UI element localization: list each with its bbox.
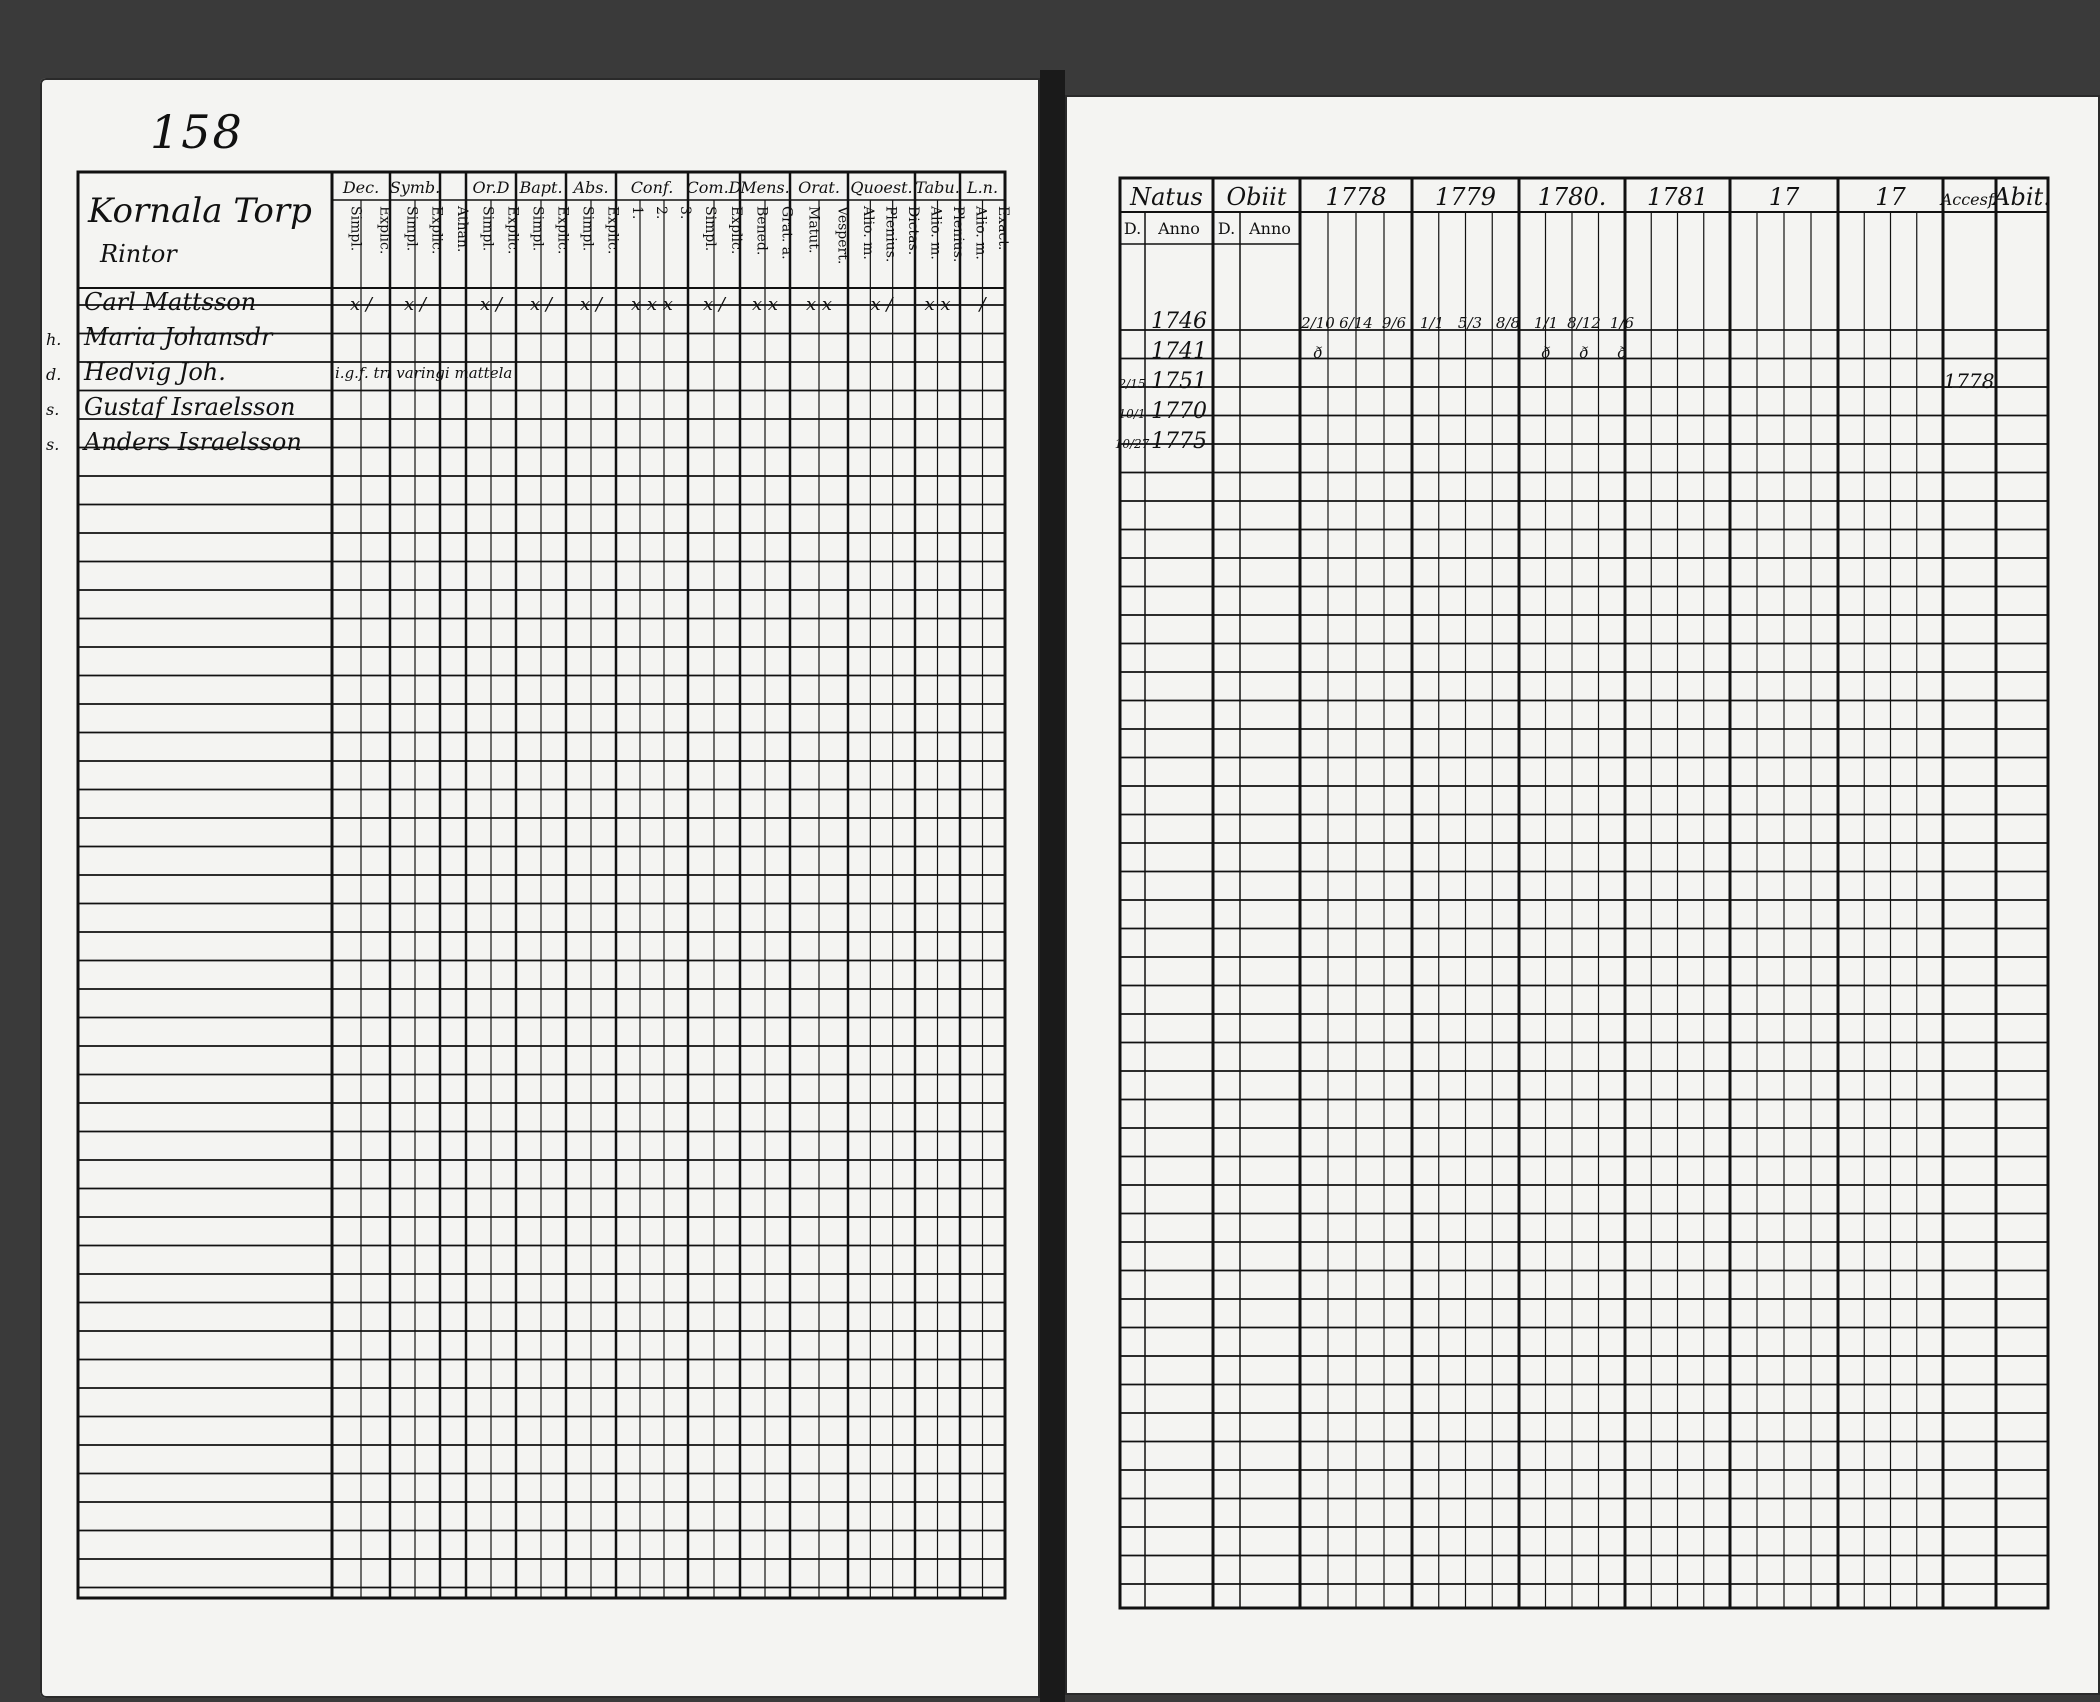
column-header-4: Bapt. xyxy=(519,178,563,197)
knowledge-mark: x / xyxy=(404,294,426,315)
column-subheader: Simpl. xyxy=(529,206,546,252)
knowledge-mark: x / xyxy=(530,294,552,315)
knowledge-mark: / xyxy=(979,294,986,315)
knowledge-mark: x / xyxy=(703,294,725,315)
person-name: Anders Israelsson xyxy=(84,428,302,456)
column-header-11: Tabu. xyxy=(915,178,960,197)
row-prefix: s. xyxy=(46,400,60,419)
accessit-year: 1778 xyxy=(1943,369,1995,393)
row-note: i.g.f. tri varingi mattela xyxy=(335,364,513,382)
column-header-3: Or.D xyxy=(472,178,510,197)
column-header-9: Orat. xyxy=(798,178,840,197)
column-subheader: Explic. xyxy=(428,206,445,255)
column-subheader: Athan. xyxy=(454,206,470,253)
column-header-1: Symb. xyxy=(389,178,441,197)
column-header-0: Dec. xyxy=(342,178,380,197)
column-header-10: Quoest. xyxy=(850,178,913,197)
column-subheader: Explic. xyxy=(376,206,393,255)
knowledge-mark: x / xyxy=(580,294,602,315)
column-subheader: 1. xyxy=(629,206,645,220)
column-subheader: Vespert. xyxy=(834,206,851,265)
right-column-header: 1780. xyxy=(1537,183,1607,211)
person-name: Carl Mattsson xyxy=(84,288,257,316)
birth-year: 1751 xyxy=(1151,369,1207,394)
right-column-header: 1779 xyxy=(1434,183,1497,211)
attendance-entry: ð xyxy=(1617,344,1627,362)
column-subheader: Grat. a. xyxy=(778,206,795,260)
column-header-6: Conf. xyxy=(630,178,674,197)
column-subheader: Explic. xyxy=(604,206,621,255)
birth-day: 2/15 xyxy=(1118,377,1146,391)
date-subheader: Anno xyxy=(1158,219,1200,238)
column-subheader: Explic. xyxy=(728,206,744,255)
attendance-entry: 1/1 xyxy=(1419,314,1445,332)
column-subheader: Exact. xyxy=(994,206,1011,251)
column-subheader: Bened. xyxy=(753,206,770,256)
household-heading: Kornala Torp xyxy=(88,191,312,231)
column-header-8: Mens. xyxy=(740,178,790,197)
birth-year: 1775 xyxy=(1151,429,1207,454)
knowledge-mark: x / xyxy=(480,294,502,315)
attendance-entry: ð xyxy=(1313,344,1323,362)
right-table-frame xyxy=(1120,178,2048,1608)
attendance-entry: 8/12 xyxy=(1567,314,1601,332)
row-prefix: s. xyxy=(46,435,60,454)
right-column-header: 17 xyxy=(1768,183,1800,211)
right-column-header: 1781 xyxy=(1646,183,1709,211)
person-name: Gustaf Israelsson xyxy=(84,393,296,421)
person-name: Hedvig Joh. xyxy=(84,358,226,386)
column-subheader: Alio. m. xyxy=(860,206,877,260)
column-subheader: Plenius. xyxy=(949,206,966,263)
row-prefix: h. xyxy=(46,330,62,349)
attendance-entry: ð xyxy=(1579,344,1589,362)
knowledge-mark: x / xyxy=(870,294,893,315)
knowledge-mark: x x xyxy=(751,294,779,315)
page-number: 158 xyxy=(150,105,244,159)
right-column-header: 17 xyxy=(1875,183,1906,211)
attendance-entry: 1/6 xyxy=(1609,314,1635,332)
right-column-header: Natus xyxy=(1130,183,1203,211)
column-subheader: Simpl. xyxy=(403,206,420,252)
knowledge-mark: x x xyxy=(924,294,951,315)
column-subheader: Explic. xyxy=(504,206,521,255)
birth-year: 1770 xyxy=(1151,399,1207,424)
birth-year: 1746 xyxy=(1151,309,1207,334)
column-subheader: 2. xyxy=(653,206,669,220)
birth-day: 10/27 xyxy=(1114,437,1150,451)
date-subheader: D. xyxy=(1123,219,1142,238)
attendance-entry: 1/1 xyxy=(1533,314,1559,332)
column-subheader: Simpl. xyxy=(347,206,364,252)
attendance-entry: 6/14 xyxy=(1339,314,1373,332)
attendance-entry: 5/3 xyxy=(1457,314,1483,332)
column-header-7: Com.D xyxy=(686,178,742,197)
row-prefix: d. xyxy=(46,365,62,384)
column-subheader: Alio. m. xyxy=(927,206,944,260)
date-subheader: D. xyxy=(1217,219,1236,238)
right-column-header: Obiit xyxy=(1226,183,1287,211)
birth-day: 10/1 xyxy=(1118,407,1146,421)
attendance-entry: 2/10 xyxy=(1301,314,1335,332)
column-subheader: 3. xyxy=(677,206,693,220)
column-subheader: Simpl. xyxy=(579,206,596,252)
person-name: Maria Johansdr xyxy=(84,323,273,351)
column-subheader: Matut. xyxy=(805,206,822,254)
column-header-5: Abs. xyxy=(573,178,609,197)
column-subheader: Simpl. xyxy=(702,206,718,252)
right-column-header: Abit. xyxy=(1993,183,2051,211)
right-column-header: Accesf. xyxy=(1940,190,1999,209)
knowledge-mark: x x xyxy=(805,294,833,315)
column-subheader: Plenius. xyxy=(882,206,899,263)
right-column-header: 1778 xyxy=(1325,183,1387,211)
column-subheader: Alio. m. xyxy=(972,206,989,260)
column-header-12: L.n. xyxy=(966,178,999,197)
column-subheader: Dictas. xyxy=(904,206,921,256)
birth-year: 1741 xyxy=(1151,339,1207,364)
knowledge-mark: x / xyxy=(350,294,372,315)
attendance-entry: 8/8 xyxy=(1495,314,1521,332)
date-subheader: Anno xyxy=(1249,219,1291,238)
household-subheading: Rintor xyxy=(100,240,177,268)
column-subheader: Explic. xyxy=(554,206,571,255)
attendance-entry: 9/6 xyxy=(1381,314,1407,332)
knowledge-mark: x x x xyxy=(631,294,673,315)
column-subheader: Simpl. xyxy=(479,206,496,252)
attendance-entry: ð xyxy=(1541,344,1551,362)
